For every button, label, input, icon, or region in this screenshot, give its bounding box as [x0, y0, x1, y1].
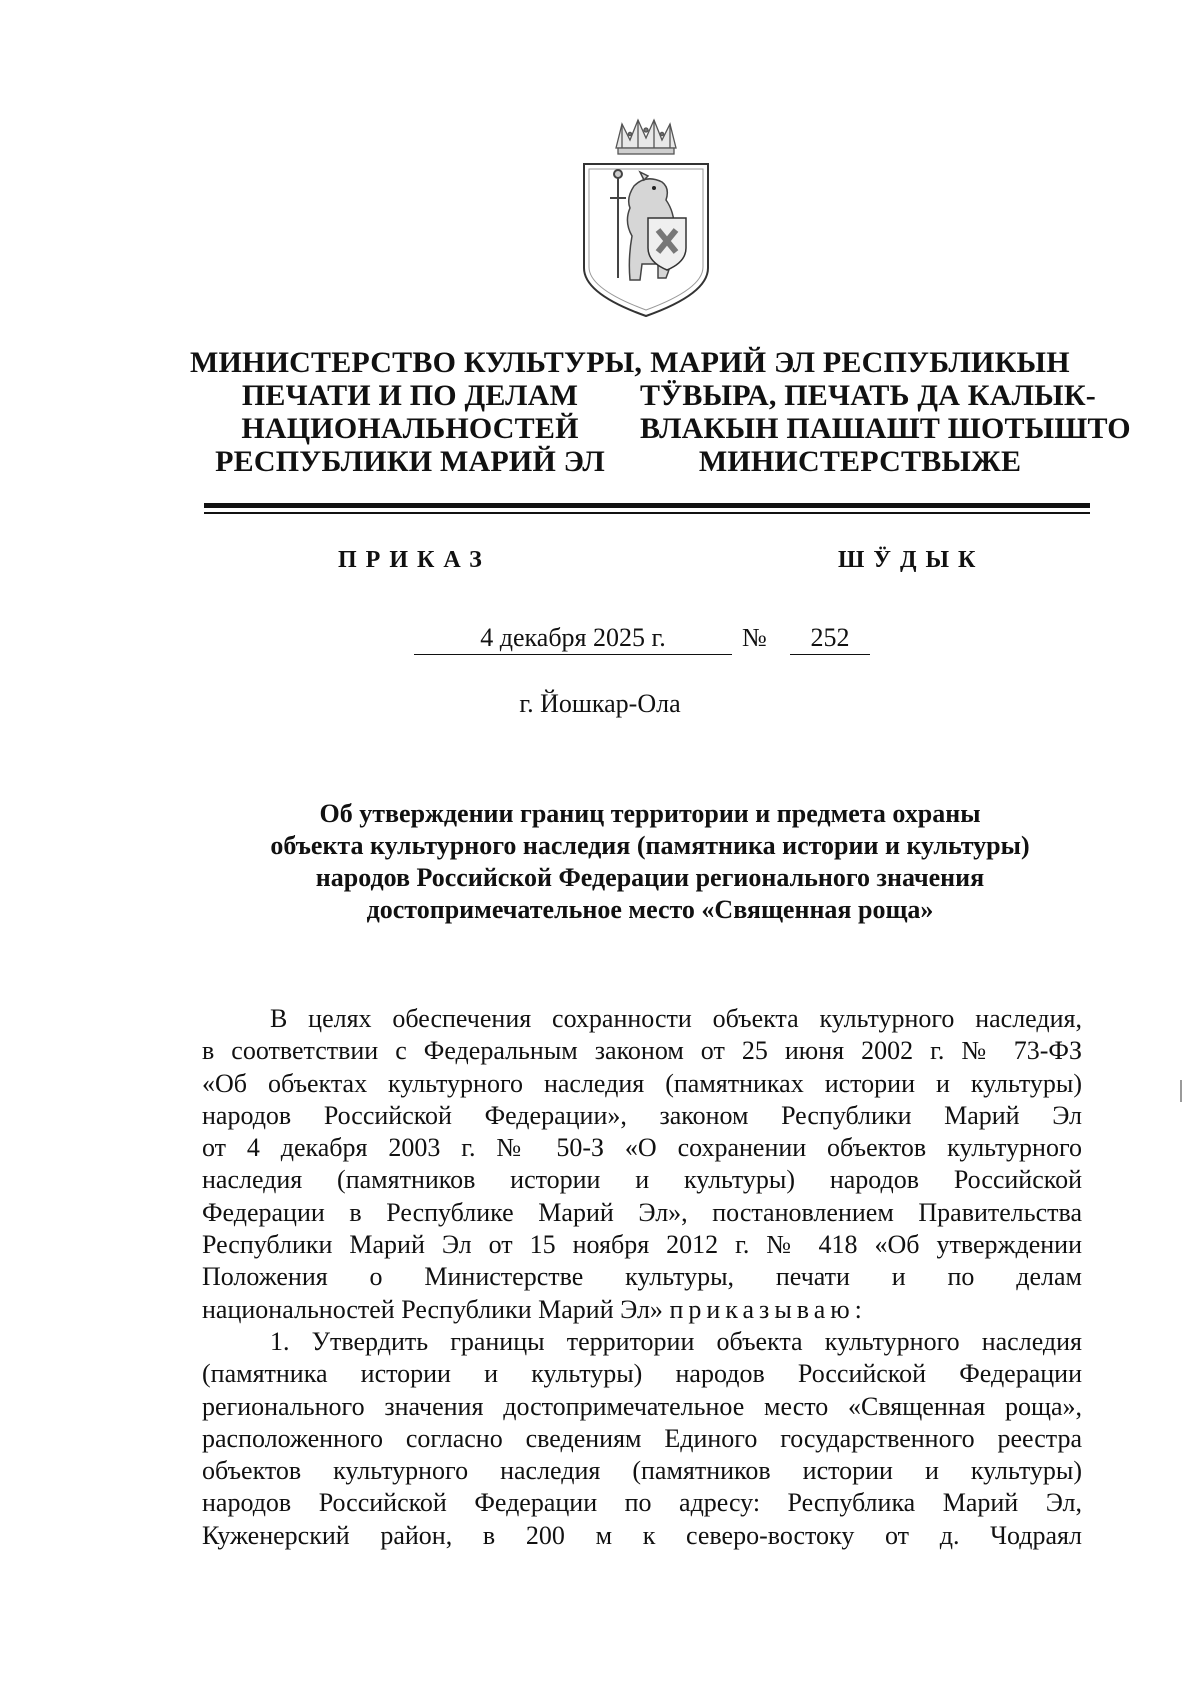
body-line: народов Российской Федерации по адресу: Республика Марий Эл,: [202, 1488, 1082, 1518]
title-line: Об утверждении границ территории и предмета охраны: [319, 799, 981, 828]
header-right-line: МАРИЙ ЭЛ РЕСПУБЛИКЫН: [650, 346, 1070, 379]
header-left-line: РЕСПУБЛИКИ МАРИЙ ЭЛ: [215, 445, 605, 478]
ministry-name-mari: [640, 346, 1131, 478]
document-body: [202, 1003, 1082, 1552]
body-line: Республики Марий Эл от 15 ноября 2012 г. № 418 «Об утверждении: [202, 1230, 1082, 1260]
body-line: Положения о Министерстве культуры, печати и по делам: [202, 1262, 1082, 1292]
title-line: объекта культурного наследия (памятника истории и культуры): [270, 831, 1030, 860]
body-line: «Об объектах культурного наследия (памятниках истории и культуры): [202, 1068, 1082, 1098]
body-text: национальностей Республики Марий Эл»: [202, 1294, 663, 1324]
body-line: в соответствии с Федеральным законом от 25 июня 2002 г. № 73-ФЗ: [202, 1036, 1082, 1066]
header-left-line: ПЕЧАТИ И ПО ДЕЛАМ: [241, 379, 579, 412]
body-line: от 4 декабря 2003 г. № 50-З «О сохранении объектов культурного: [202, 1133, 1082, 1163]
coat-of-arms-emblem: [578, 118, 714, 318]
body-line-last: [202, 1294, 1082, 1326]
body-line: Куженерский район, в 200 м к северо-востоку от д. Чодраял: [202, 1520, 1082, 1550]
crown-icon: [616, 120, 676, 154]
title-line: достопримечательное место «Священная роща»: [366, 895, 934, 924]
body-line: регионального значения достопримечательное место «Священная роща»,: [202, 1391, 1082, 1421]
body-line: В целях обеспечения сохранности объекта культурного наследия,: [270, 1004, 1082, 1033]
body-line: 1. Утвердить границы территории объекта культурного наследия: [270, 1326, 1082, 1356]
body-line: народов Российской Федерации», законом Республики Марий Эл: [202, 1100, 1082, 1130]
header-left-line: НАЦИОНАЛЬНОСТЕЙ: [241, 412, 579, 445]
document-date: 4 декабря 2025 г.: [414, 623, 732, 655]
body-line: объектов культурного наследия (памятников истории и культуры): [202, 1456, 1082, 1486]
body-line: Федерации в Республике Марий Эл», постановлением Правительства: [202, 1197, 1082, 1227]
order-word: приказываю:: [669, 1294, 867, 1324]
document-type-mari: ШӰДЫК: [838, 547, 985, 573]
header-right-line: ВЛАКЫН ПАШАШТ ШОТЫШТО: [640, 412, 1131, 445]
document-city: г. Йошкар-Ола: [519, 689, 681, 718]
header-divider-thick: [204, 503, 1090, 508]
scan-margin-mark: [1180, 1080, 1182, 1102]
document-number: 252: [790, 623, 870, 655]
header-right-line: ТӰВЫРА, ПЕЧАТЬ ДА КАЛЫК-: [640, 379, 1096, 412]
small-shield-icon: [648, 218, 686, 270]
document-title: [150, 798, 1150, 926]
header-right-line: МИНИСТЕРСТВЫЖЕ: [698, 445, 1022, 478]
body-line: расположенного согласно сведениям Единого государственного реестра: [202, 1423, 1082, 1453]
title-line: народов Российской Федерации регионального значения: [315, 863, 985, 892]
document-type-russian: ПРИКАЗ: [338, 547, 491, 573]
header-divider-thin: [204, 512, 1090, 514]
header-left-line: МИНИСТЕРСТВО КУЛЬТУРЫ,: [190, 346, 643, 379]
number-sign: №: [742, 623, 767, 652]
body-line: (памятника истории и культуры) народов Российской Федерации: [202, 1359, 1082, 1389]
body-line: наследия (памятников истории и культуры) народов Российской: [202, 1165, 1082, 1195]
ministry-name-russian: [190, 346, 643, 478]
